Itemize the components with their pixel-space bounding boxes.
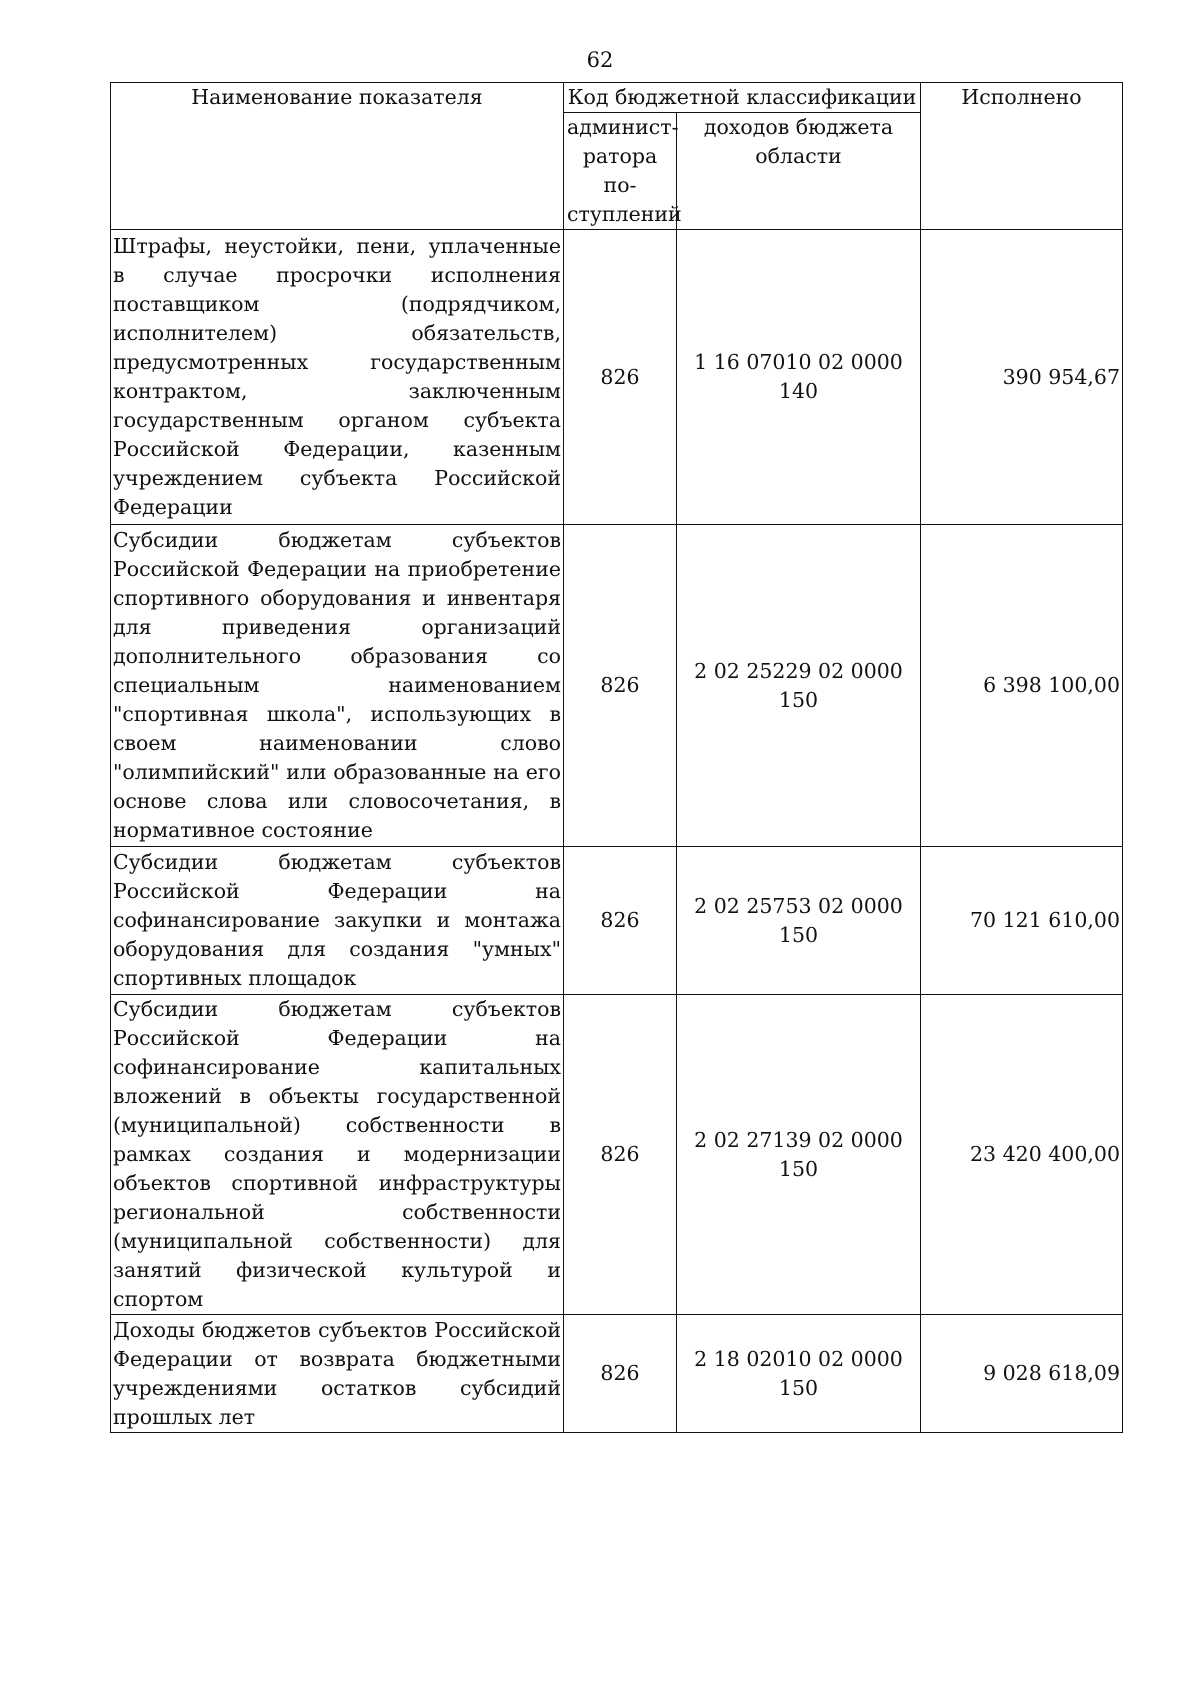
table-row <box>111 995 1123 1315</box>
executed-amount: 390 954,67 <box>921 230 1123 525</box>
header-executed: Исполнено <box>921 83 1123 230</box>
table-row <box>111 847 1123 995</box>
indicator-name: Субсидии бюджетам субъектов Российской Федерации на приобретение спортивного оборудования и инвентаря для приведения организаций дополнительного образования со специальным наименованием "спортивная школа", использующих в своем наименовании слово "олимпийский" или образованные на его основе слова или словосочетания, в нормативное состояние <box>111 525 564 847</box>
admin-code: 826 <box>564 1315 677 1433</box>
indicator-name: Субсидии бюджетам субъектов Российской Федерации на софинансирование капитальных вложений в объекты государственной (муниципальной) собственности в рамках создания и модернизации объектов спортивной инфраструктуры региональной собственности (муниципальной собственности) для занятий физической культурой и спортом <box>111 995 564 1315</box>
table-row <box>111 525 1123 847</box>
header-classification-code: Код бюджетной классификации <box>564 83 921 113</box>
header-administrator: админист-ратора по-ступлений <box>564 113 677 230</box>
header-budget-revenue: доходов бюджета области <box>677 113 921 230</box>
executed-amount: 23 420 400,00 <box>921 995 1123 1315</box>
indicator-name: Субсидии бюджетам субъектов Российской Федерации на софинансирование закупки и монтажа оборудования для создания "умных" спортивных площадок <box>111 847 564 995</box>
revenue-code: 2 02 27139 02 0000 150 <box>677 995 921 1315</box>
admin-code: 826 <box>564 995 677 1315</box>
table-row <box>111 1315 1123 1433</box>
revenue-code: 2 18 02010 02 0000 150 <box>677 1315 921 1433</box>
budget-revenue-table <box>110 82 1123 1433</box>
admin-code: 826 <box>564 847 677 995</box>
page-number: 62 <box>586 48 614 72</box>
table-row <box>111 230 1123 525</box>
executed-amount: 6 398 100,00 <box>921 525 1123 847</box>
executed-amount: 9 028 618,09 <box>921 1315 1123 1433</box>
header-indicator-name: Наименование показателя <box>111 83 564 230</box>
indicator-name: Доходы бюджетов субъектов Российской Федерации от возврата бюджетными учреждениями остатков субсидий прошлых лет <box>111 1315 564 1433</box>
indicator-name: Штрафы, неустойки, пени, уплаченные в случае просрочки исполнения поставщиком (подрядчиком, исполнителем) обязательств, предусмотренных государственным контрактом, заключенным государственным органом субъекта Российской Федерации, казенным учреждением субъекта Российской Федерации <box>111 230 564 525</box>
admin-code: 826 <box>564 230 677 525</box>
admin-code: 826 <box>564 525 677 847</box>
revenue-code: 2 02 25753 02 0000 150 <box>677 847 921 995</box>
executed-amount: 70 121 610,00 <box>921 847 1123 995</box>
revenue-code: 2 02 25229 02 0000 150 <box>677 525 921 847</box>
revenue-code: 1 16 07010 02 0000 140 <box>677 230 921 525</box>
table-header-row <box>111 83 1123 113</box>
